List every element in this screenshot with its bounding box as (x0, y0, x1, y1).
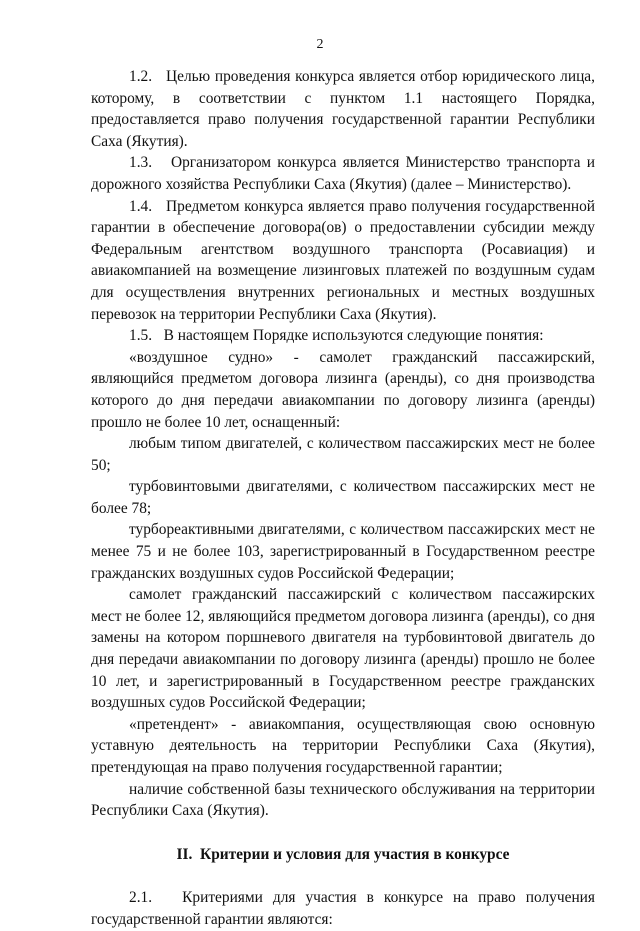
document-body (91, 66, 595, 931)
paragraph-1-5: 1.5. В настоящем Порядке используются следующие понятия: (129, 327, 544, 345)
section-heading: II. Критерии и условия для участия в конкурсе (176, 845, 510, 863)
page-number: 2 (316, 37, 324, 52)
definition-maintenance-base: наличие собственной базы технического обслуживания на территории Республики Саха (Якутия). (91, 780, 595, 820)
paragraph-2-1: 2.1. Критериями для участия в конкурсе на право получения государственной гарантии являются: (91, 889, 595, 928)
definition-any-engine: любым типом двигателей, с количеством пассажирских мест не более 50; (91, 435, 595, 474)
paragraph-1-3: 1.3. Организатором конкурса является Министерство транспорта и дорожного хозяйства Республики Саха (Якутия) (далее – Министерство). (91, 154, 595, 193)
definition-turbojet: турбореактивными двигателями, с количеством пассажирских мест не менее 75 и не более 103, зарегистрированный в Государственном реестре гражданских воздушных судов Российской Федерации; (91, 521, 595, 582)
definition-applicant: «претендент» - авиакомпания, осуществляющая свою основную уставную деятельность на территории Республики Саха (Якутия), претендующая на право получения государственной гарантии; (91, 715, 595, 776)
paragraph-1-4: 1.4. Предметом конкурса является право получения государственной гарантии в обеспечение договора(ов) о предоставлении субсидии между Федеральным агентством воздушного транспорта (Росавиация) и авиакомпанией на возмещение лизинговых платежей по воздушным судам для осуществления внутренних региональных и местных воздушных перевозок на территории Республики Саха (Якутия). (91, 197, 595, 323)
definition-aircraft: «воздушное судно» - самолет гражданский пассажирский, являющийся предметом договора лизинга (аренды), со дня производства которого до дня передачи авиакомпании по договору лизинга (аренды) прошло не более 10 лет, оснащенный: (91, 348, 595, 431)
definition-small-aircraft: самолет гражданский пассажирский с количеством пассажирских мест не более 12, являющийся предметом договора лизинга (аренды), со дня замены на котором поршневого двигателя на турбовинтовой двигатель до дня передачи авиакомпании по договору лизинга (аренды) прошло не более 10 лет, и зарегистрированный в Государственном реестре гражданских воздушных судов Российской Федерации; (91, 586, 595, 712)
definition-turboprop: турбовинтовыми двигателями, с количеством пассажирских мест не более 78; (91, 478, 595, 517)
paragraph-1-2: 1.2. Целью проведения конкурса является отбор юридического лица, которому, в соответствии с пунктом 1.1 настоящего Порядка, предоставляется право получения государственной гарантии Республики Саха (Якутия). (91, 68, 595, 150)
